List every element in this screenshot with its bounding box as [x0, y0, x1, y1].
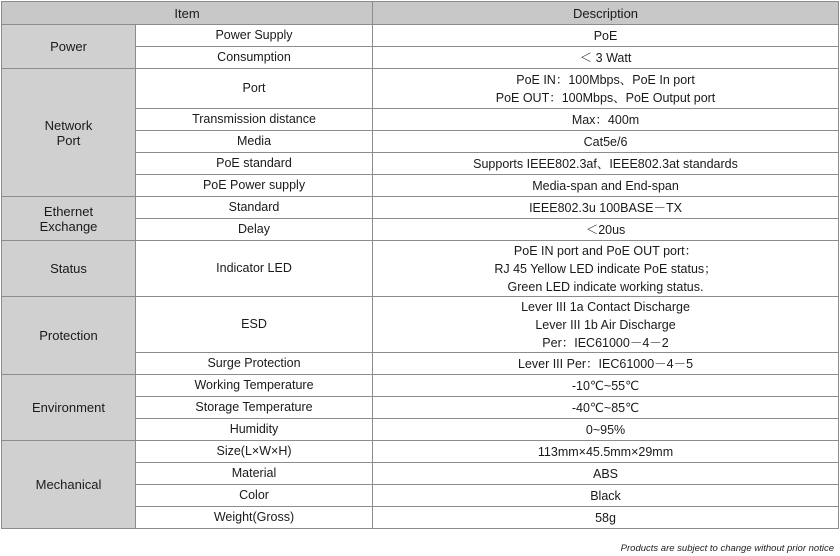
description-line: 113mm×45.5mm×29mm — [537, 444, 674, 459]
description-cell — [373, 419, 839, 441]
description-line: IEEE802.3u 100BASE－TX — [529, 200, 682, 215]
item-cell: Material — [136, 463, 373, 485]
item-cell: Humidity — [136, 419, 373, 441]
item-cell: Indicator LED — [136, 241, 373, 297]
category-label: Status — [50, 261, 87, 276]
category-cell — [2, 241, 136, 297]
item-cell: Surge Protection — [136, 353, 373, 375]
description-line: -40℃~85℃ — [571, 400, 640, 415]
description-line: Lever III 1b Air Discharge — [535, 317, 676, 332]
category-label: Protection — [39, 328, 98, 343]
description-line: Media-span and End-span — [532, 178, 679, 193]
category-cell — [2, 197, 136, 241]
description-cell — [373, 69, 839, 109]
description-line: ＜20us — [585, 222, 626, 237]
item-cell: Consumption — [136, 47, 373, 69]
item-cell: Standard — [136, 197, 373, 219]
item-cell: Weight(Gross) — [136, 507, 373, 529]
description-cell — [373, 397, 839, 419]
table-row — [2, 197, 839, 219]
description-cell — [373, 25, 839, 47]
description-line: 58g — [595, 510, 616, 525]
description-line: PoE IN：100Mbps、PoE In port — [516, 72, 695, 87]
description-line: RJ 45 Yellow LED indicate PoE status； — [494, 261, 717, 276]
item-cell: Port — [136, 69, 373, 109]
table-row — [2, 297, 839, 353]
table-row — [2, 375, 839, 397]
description-cell — [373, 109, 839, 131]
description-line: -10℃~55℃ — [571, 378, 640, 393]
description-line: Green LED indicate working status. — [507, 279, 704, 294]
description-cell — [373, 219, 839, 241]
description-line: Black — [590, 488, 621, 503]
category-label: Exchange — [39, 218, 98, 234]
category-label: Power — [50, 39, 87, 54]
description-line: ＜ 3 Watt — [579, 50, 632, 65]
description-cell — [373, 463, 839, 485]
category-label: Network — [44, 117, 93, 133]
description-line: Supports IEEE802.3af、IEEE802.3at standards — [473, 156, 738, 171]
description-line: Lever III 1a Contact Discharge — [521, 299, 690, 314]
description-cell — [373, 507, 839, 529]
description-line: Per：IEC61000－4－2 — [542, 335, 669, 350]
category-cell — [2, 375, 136, 441]
description-cell — [373, 47, 839, 69]
item-cell: Size(L×W×H) — [136, 441, 373, 463]
header-item: Item — [2, 2, 373, 25]
item-cell: Power Supply — [136, 25, 373, 47]
item-cell: Storage Temperature — [136, 397, 373, 419]
description-cell — [373, 131, 839, 153]
category-cell — [2, 25, 136, 69]
description-cell — [373, 241, 839, 297]
description-cell — [373, 297, 839, 353]
description-line: 0~95% — [585, 422, 626, 437]
header-description: Description — [373, 2, 839, 25]
category-cell — [2, 441, 136, 529]
description-line: PoE — [593, 28, 618, 43]
description-cell — [373, 353, 839, 375]
category-label: Port — [56, 132, 81, 148]
description-line: PoE IN port and PoE OUT port： — [513, 243, 698, 258]
spec-table — [1, 1, 839, 529]
footnote: Products are subject to change without prior notice — [620, 543, 834, 554]
description-cell — [373, 375, 839, 397]
description-cell — [373, 441, 839, 463]
category-cell — [2, 297, 136, 375]
category-cell — [2, 69, 136, 197]
table-row — [2, 241, 839, 297]
description-line: Lever III Per：IEC61000－4－5 — [517, 356, 694, 371]
header-row — [2, 2, 839, 25]
category-label: Mechanical — [35, 477, 102, 492]
description-line: Max：400m — [571, 112, 640, 127]
item-cell: ESD — [136, 297, 373, 353]
item-cell: Delay — [136, 219, 373, 241]
description-cell — [373, 153, 839, 175]
item-cell: Media — [136, 131, 373, 153]
description-cell — [373, 485, 839, 507]
table-row — [2, 69, 839, 109]
description-line: PoE OUT：100Mbps、PoE Output port — [495, 90, 716, 105]
item-cell: Color — [136, 485, 373, 507]
item-cell: PoE standard — [136, 153, 373, 175]
table-row — [2, 441, 839, 463]
item-cell: Transmission distance — [136, 109, 373, 131]
item-cell: Working Temperature — [136, 375, 373, 397]
description-cell — [373, 175, 839, 197]
item-cell: PoE Power supply — [136, 175, 373, 197]
table-row — [2, 25, 839, 47]
category-label: Environment — [32, 400, 105, 415]
description-cell — [373, 197, 839, 219]
category-label: Ethernet — [43, 203, 94, 219]
description-line: Cat5e/6 — [583, 134, 628, 149]
description-line: ABS — [593, 466, 619, 481]
